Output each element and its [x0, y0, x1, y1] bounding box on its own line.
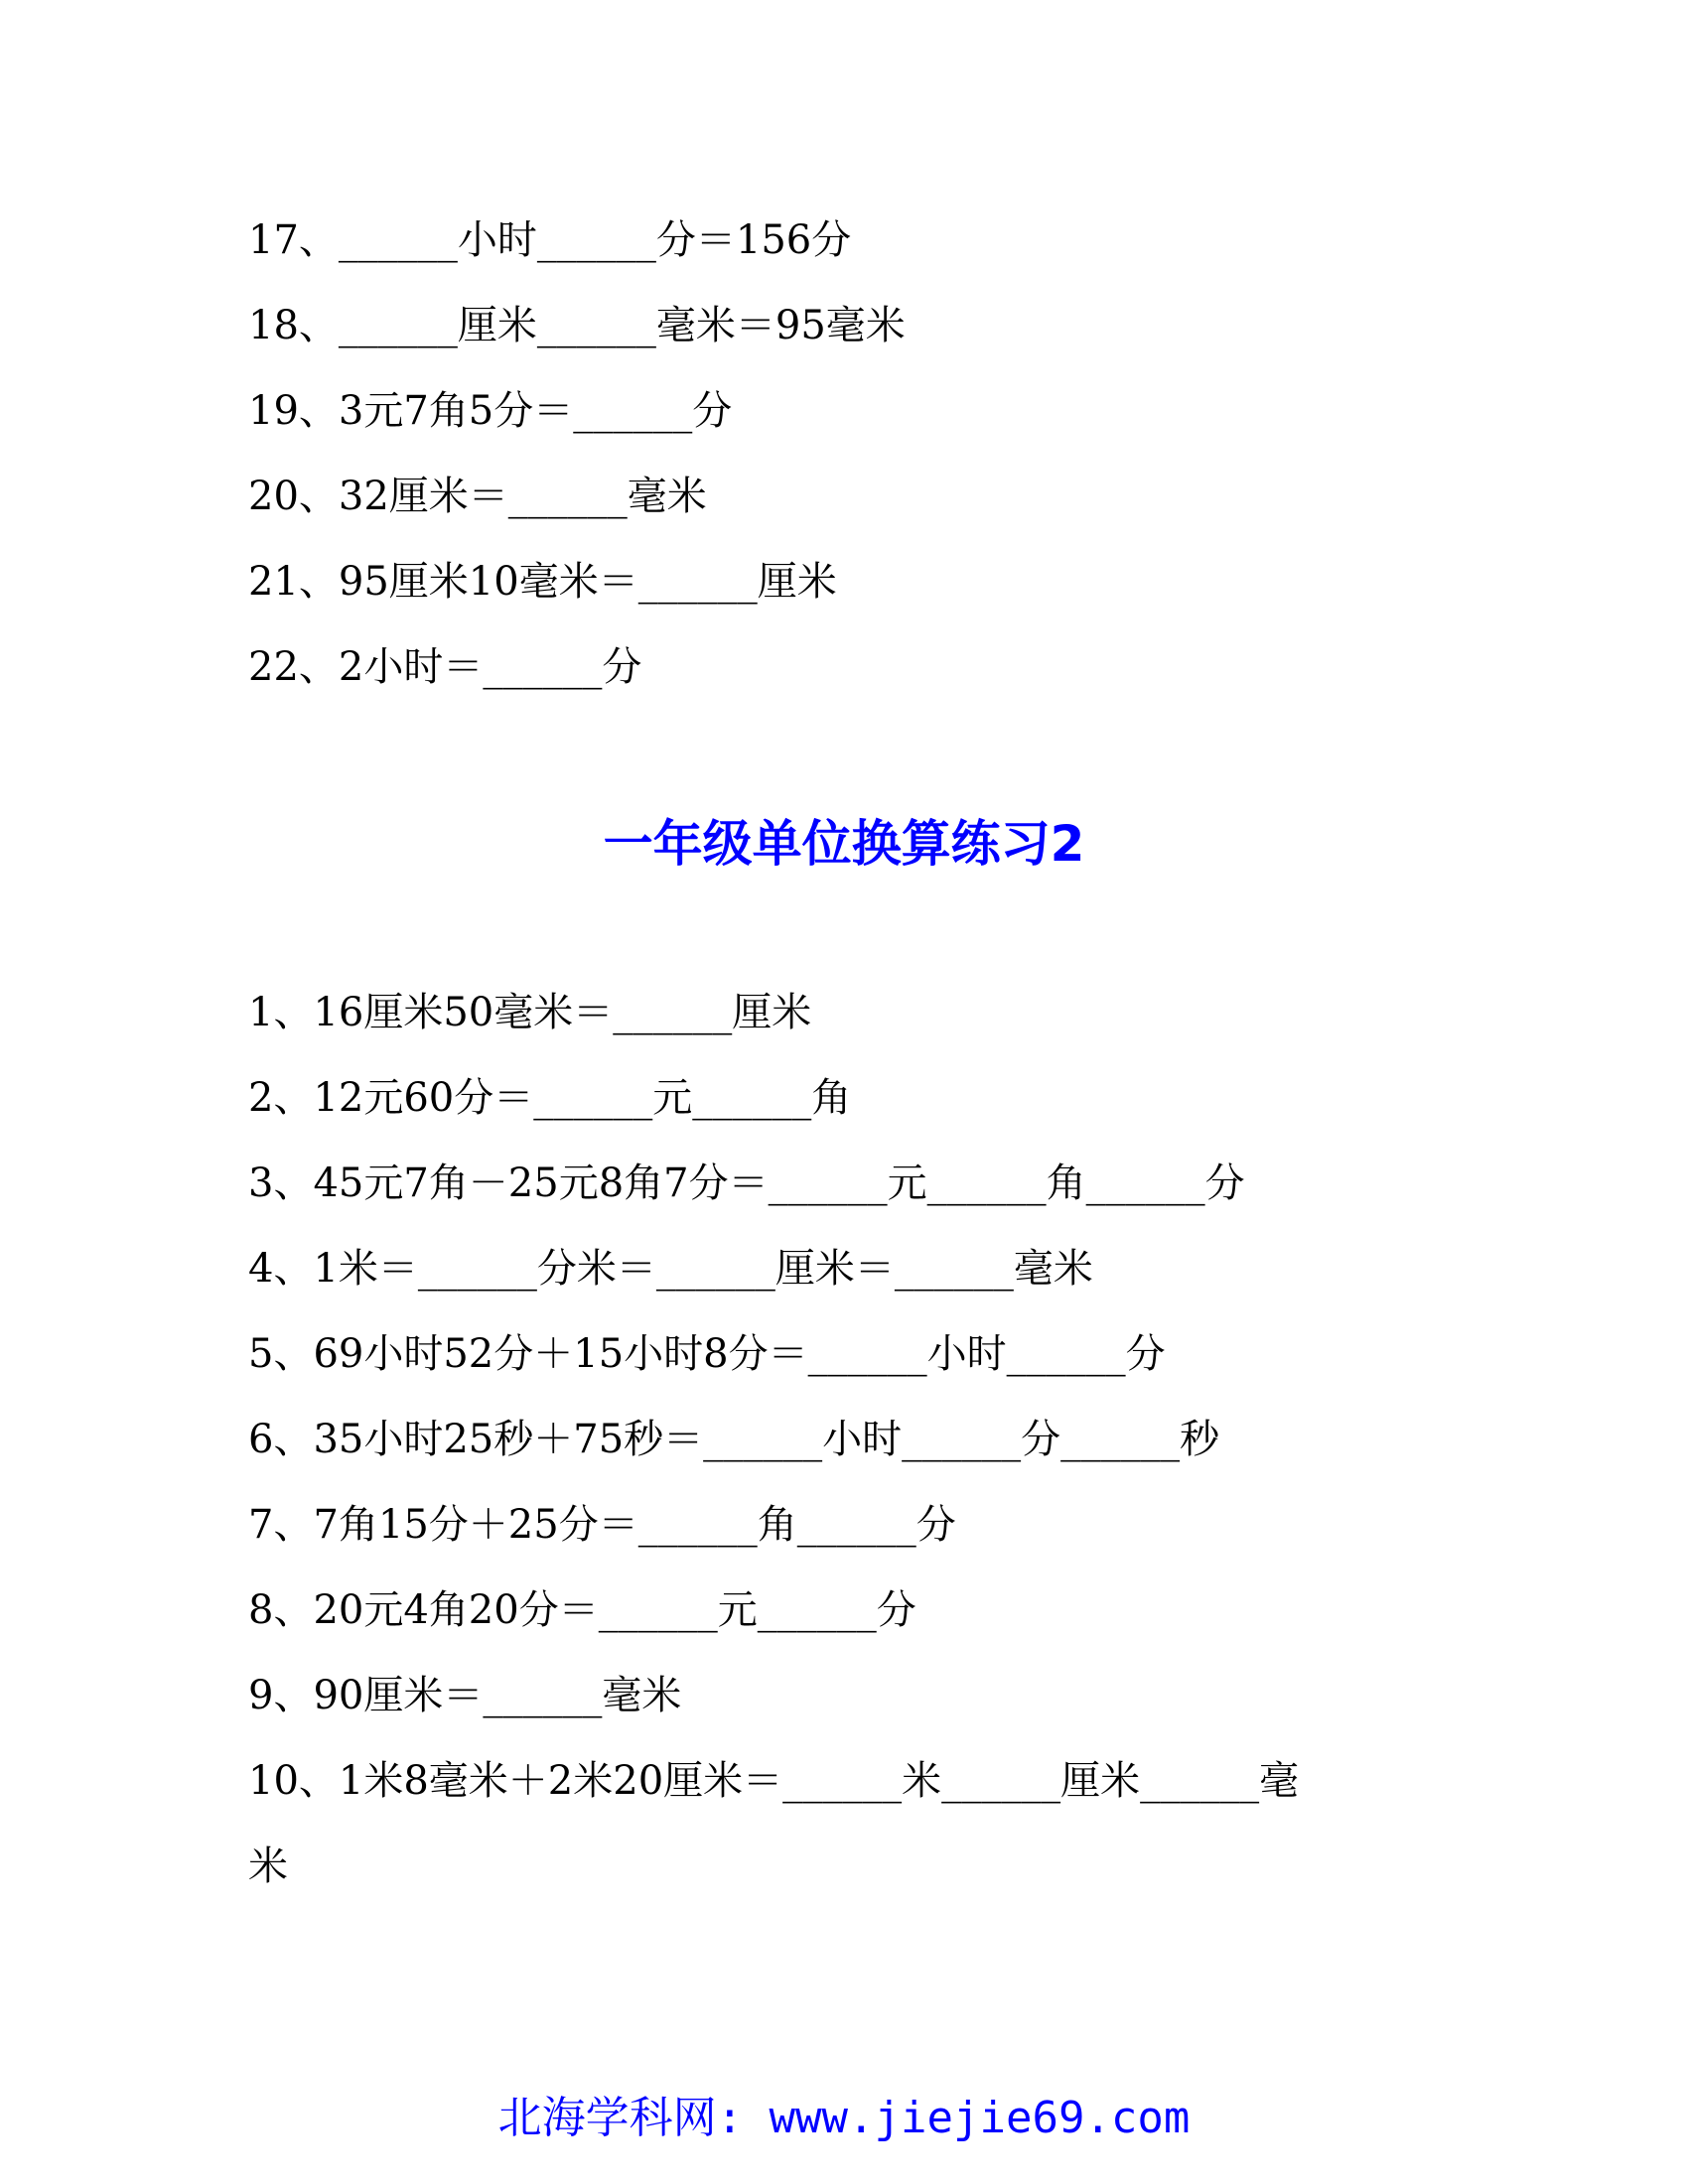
exercise-item-17: 17、______小时______分＝156分 — [248, 217, 852, 263]
exercise-item-7: 7、7角15分＋25分＝______角______分 — [248, 1502, 956, 1548]
exercise-item-10: 10、1米8毫米＋2米20厘米＝______米______厘米______毫 — [248, 1758, 1300, 1804]
exercise-item-4: 4、1米＝______分米＝______厘米＝______毫米 — [248, 1246, 1093, 1292]
exercise-item-18: 18、______厘米______毫米＝95毫米 — [248, 303, 906, 348]
exercise-item-2: 2、12元60分＝______元______角 — [248, 1075, 852, 1121]
exercise-item-5: 5、69小时52分＋15小时8分＝______小时______分 — [248, 1331, 1166, 1377]
exercise-item-20: 20、32厘米＝______毫米 — [248, 474, 707, 519]
exercise-item-22: 22、2小时＝______分 — [248, 644, 642, 690]
exercise-item-10-continuation: 米 — [248, 1843, 288, 1889]
exercise-item-6: 6、35小时25秒＋75秒＝______小时______分______秒 — [248, 1417, 1220, 1462]
exercise-item-19: 19、3元7角5分＝______分 — [248, 388, 733, 434]
exercise-item-9: 9、90厘米＝______毫米 — [248, 1673, 682, 1718]
footer-website: 北海学科网: www.jiejie69.com — [497, 2093, 1191, 2143]
section-title: 一年级单位换算练习2 — [603, 815, 1085, 873]
exercise-item-21: 21、95厘米10毫米＝______厘米 — [248, 559, 837, 605]
exercise-item-1: 1、16厘米50毫米＝______厘米 — [248, 990, 812, 1035]
exercise-item-8: 8、20元4角20分＝______元______分 — [248, 1587, 916, 1633]
exercise-item-3: 3、45元7角－25元8角7分＝______元______角______分 — [248, 1160, 1245, 1206]
